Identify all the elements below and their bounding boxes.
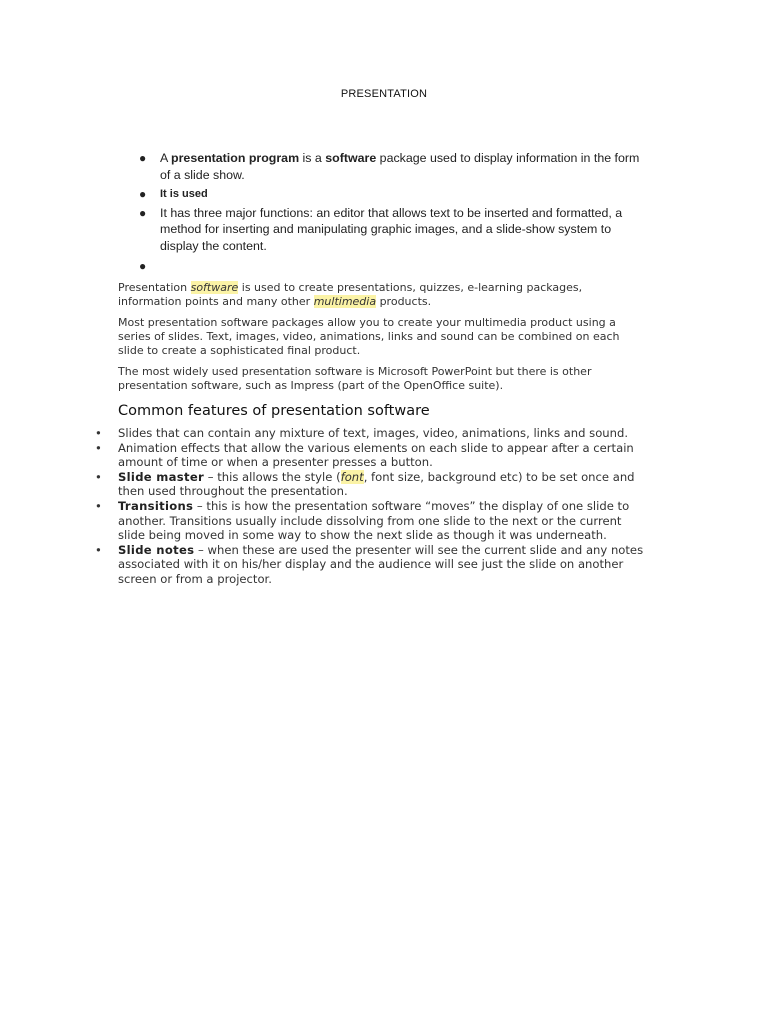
bullet-icon: •	[95, 440, 102, 455]
paragraph-slides: Most presentation software packages allow you to create your multimedia product using a series of slides. Text, images, video, animations, links and sound can be combined on each slide to create a sophisticated final product.	[118, 316, 620, 357]
highlighted-link[interactable]: font	[340, 469, 364, 484]
bold-term: Slide notes	[118, 542, 195, 557]
bullet-icon: •	[95, 469, 102, 484]
intro-bullet-list	[139, 150, 650, 275]
bold-term: presentation program	[171, 151, 300, 165]
section-heading: Common features of presentation software	[118, 403, 430, 419]
list-item: ● A presentation program is a software package used to display information in the form of a slide show.	[139, 151, 640, 182]
list-item: • Animation effects that allow the various elements on each slide to appear after a certain amount of time or when a presenter presses a button.	[95, 440, 634, 470]
list-item: ● It is used	[139, 187, 208, 201]
bold-term: Slide master	[118, 469, 205, 484]
bullet-icon: ●	[139, 187, 147, 201]
features-bullet-list	[95, 426, 648, 587]
paragraph-powerpoint: The most widely used presentation software is Microsoft PowerPoint but there is other presentation software, such as Impress (part of the OpenOffice suite).	[118, 365, 592, 392]
list-item: ● It has three major functions: an editor that allows text to be inserted and formatted, a method for inserting and manipulating graphic images, and a slide-show system to display the content.	[139, 205, 623, 253]
bullet-icon: •	[95, 542, 102, 557]
bold-term: Transitions	[118, 498, 194, 513]
bullet-icon: ●	[139, 205, 147, 220]
paragraph-intro: Presentation software is used to create presentations, quizzes, e-learning packages, information points and many other multimedia products.	[118, 281, 583, 308]
highlighted-link[interactable]: multimedia	[313, 295, 377, 308]
bullet-icon: •	[95, 426, 102, 440]
list-item: • Slide master – this allows the style (font, font size, background etc) to be set once and then used throughout the presentation.	[95, 469, 635, 499]
bold-term: software	[325, 151, 377, 165]
page-title: PRESENTATION	[340, 88, 428, 100]
list-item: • Slides that can contain any mixture of text, images, video, animations, links and sound.	[95, 426, 629, 440]
list-item-empty	[139, 258, 650, 273]
list-item: • Slide notes – when these are used the presenter will see the current slide and any notes associated with it on his/her display and the audience will see just the slide on another screen or from a projector.	[95, 542, 644, 586]
list-item: • Transitions – this is how the presentation software “moves” the display of one slide to another. Transitions usually include dissolving from one slide to the next or the current slide being moved in some way to show the next slide as though it was underneath.	[95, 498, 630, 543]
bullet-icon: ●	[139, 259, 147, 273]
highlighted-link[interactable]: software	[190, 281, 239, 294]
bullet-icon: ●	[139, 151, 147, 165]
bullet-icon: •	[95, 498, 102, 513]
